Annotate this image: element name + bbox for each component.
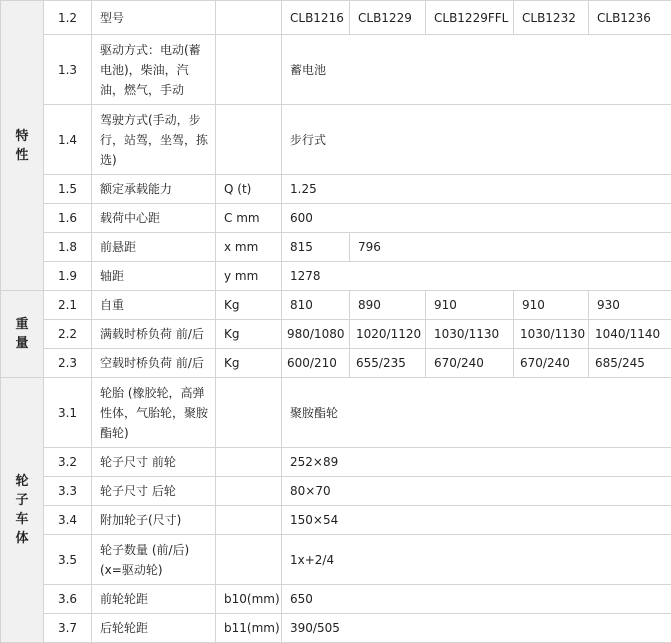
table-row — [1, 506, 671, 535]
unit — [216, 535, 282, 585]
value-cell: 685/245 — [589, 349, 671, 378]
value-cell: 815 — [282, 233, 350, 262]
value-cell: 252×89 — [282, 448, 671, 477]
item-name: 满载时桥负荷 前/后 — [92, 320, 216, 349]
unit — [216, 506, 282, 535]
value-cell: 930 — [589, 291, 671, 320]
value-cell: 910 — [514, 291, 589, 320]
section-label-wheels: 轮 子 车 体 — [1, 378, 44, 643]
value-cell: 655/235 — [350, 349, 426, 378]
unit: b11(mm) — [216, 614, 282, 643]
item-name: 附加轮子(尺寸) — [92, 506, 216, 535]
value-cell: CLB1232 — [514, 1, 589, 35]
item-name: 型号 — [92, 1, 216, 35]
item-name: 轮子尺寸 前轮 — [92, 448, 216, 477]
value-cell: 670/240 — [514, 349, 589, 378]
value-cell: 910 — [426, 291, 514, 320]
unit: y mm — [216, 262, 282, 291]
table-row — [1, 349, 671, 378]
row-number: 3.2 — [44, 448, 92, 477]
table-row — [1, 535, 671, 585]
item-name: 前轮轮距 — [92, 585, 216, 614]
table-row — [1, 320, 671, 349]
unit: Kg — [216, 291, 282, 320]
value-cell: 670/240 — [426, 349, 514, 378]
item-name: 自重 — [92, 291, 216, 320]
value-cell: 1040/1140 — [589, 320, 671, 349]
row-number: 1.2 — [44, 1, 92, 35]
value-cell: 步行式 — [282, 105, 671, 175]
value-cell: 1x+2/4 — [282, 535, 671, 585]
item-name: 轴距 — [92, 262, 216, 291]
row-number: 1.4 — [44, 105, 92, 175]
value-cell: 1030/1130 — [514, 320, 589, 349]
value-cell: 600 — [282, 204, 671, 233]
table-row — [1, 291, 671, 320]
item-name: 轮子数量 (前/后) (x=驱动轮) — [92, 535, 216, 585]
item-name: 驾驶方式(手动，步行，站驾，坐驾，拣选) — [92, 105, 216, 175]
item-name: 驱动方式：电动(蓄电池)，柴油，汽油，燃气，手动 — [92, 35, 216, 105]
row-number: 1.3 — [44, 35, 92, 105]
table-row — [1, 204, 671, 233]
row-number: 2.2 — [44, 320, 92, 349]
unit — [216, 35, 282, 105]
value-cell: 890 — [350, 291, 426, 320]
value-cell: 1278 — [282, 262, 671, 291]
value-cell: 390/505 — [282, 614, 671, 643]
item-name: 前悬距 — [92, 233, 216, 262]
unit: Kg — [216, 349, 282, 378]
table-row — [1, 477, 671, 506]
value-cell: 980/1080 — [282, 320, 350, 349]
table-row — [1, 1, 671, 35]
value-cell: CLB1216 — [282, 1, 350, 35]
row-number: 1.9 — [44, 262, 92, 291]
section-label-weight: 重 量 — [1, 291, 44, 378]
row-number: 1.6 — [44, 204, 92, 233]
unit: x mm — [216, 233, 282, 262]
value-cell: 1030/1130 — [426, 320, 514, 349]
value-cell: CLB1229 — [350, 1, 426, 35]
table-row — [1, 585, 671, 614]
value-cell: 810 — [282, 291, 350, 320]
row-number: 1.5 — [44, 175, 92, 204]
row-number: 3.3 — [44, 477, 92, 506]
item-name: 空载时桥负荷 前/后 — [92, 349, 216, 378]
value-cell: 650 — [282, 585, 671, 614]
row-number: 2.1 — [44, 291, 92, 320]
unit: C mm — [216, 204, 282, 233]
item-name: 额定承载能力 — [92, 175, 216, 204]
value-cell: 796 — [350, 233, 671, 262]
row-number: 1.8 — [44, 233, 92, 262]
value-cell: 蓄电池 — [282, 35, 671, 105]
value-cell: CLB1236 — [589, 1, 671, 35]
unit: Q (t) — [216, 175, 282, 204]
unit — [216, 105, 282, 175]
value-cell: CLB1229FFL — [426, 1, 514, 35]
row-number: 3.6 — [44, 585, 92, 614]
table-row — [1, 262, 671, 291]
row-number: 3.1 — [44, 378, 92, 448]
item-name: 轮胎 (橡胶轮，高弹性体，气胎轮，聚胺酯轮) — [92, 378, 216, 448]
value-cell: 150×54 — [282, 506, 671, 535]
value-cell: 聚胺酯轮 — [282, 378, 671, 448]
item-name: 轮子尺寸 后轮 — [92, 477, 216, 506]
item-name: 载荷中心距 — [92, 204, 216, 233]
value-cell: 600/210 — [282, 349, 350, 378]
table-row — [1, 105, 671, 175]
table-row — [1, 378, 671, 448]
table-row — [1, 35, 671, 105]
table-row — [1, 175, 671, 204]
unit — [216, 448, 282, 477]
table-row — [1, 614, 671, 643]
row-number: 3.5 — [44, 535, 92, 585]
unit — [216, 378, 282, 448]
row-number: 2.3 — [44, 349, 92, 378]
value-cell: 1020/1120 — [350, 320, 426, 349]
unit — [216, 477, 282, 506]
row-number: 3.7 — [44, 614, 92, 643]
section-label-features: 特 性 — [1, 1, 44, 291]
item-name: 后轮轮距 — [92, 614, 216, 643]
value-cell: 80×70 — [282, 477, 671, 506]
unit: b10(mm) — [216, 585, 282, 614]
table-row — [1, 233, 671, 262]
row-number: 3.4 — [44, 506, 92, 535]
unit: Kg — [216, 320, 282, 349]
unit — [216, 1, 282, 35]
value-cell: 1.25 — [282, 175, 671, 204]
table-row — [1, 448, 671, 477]
